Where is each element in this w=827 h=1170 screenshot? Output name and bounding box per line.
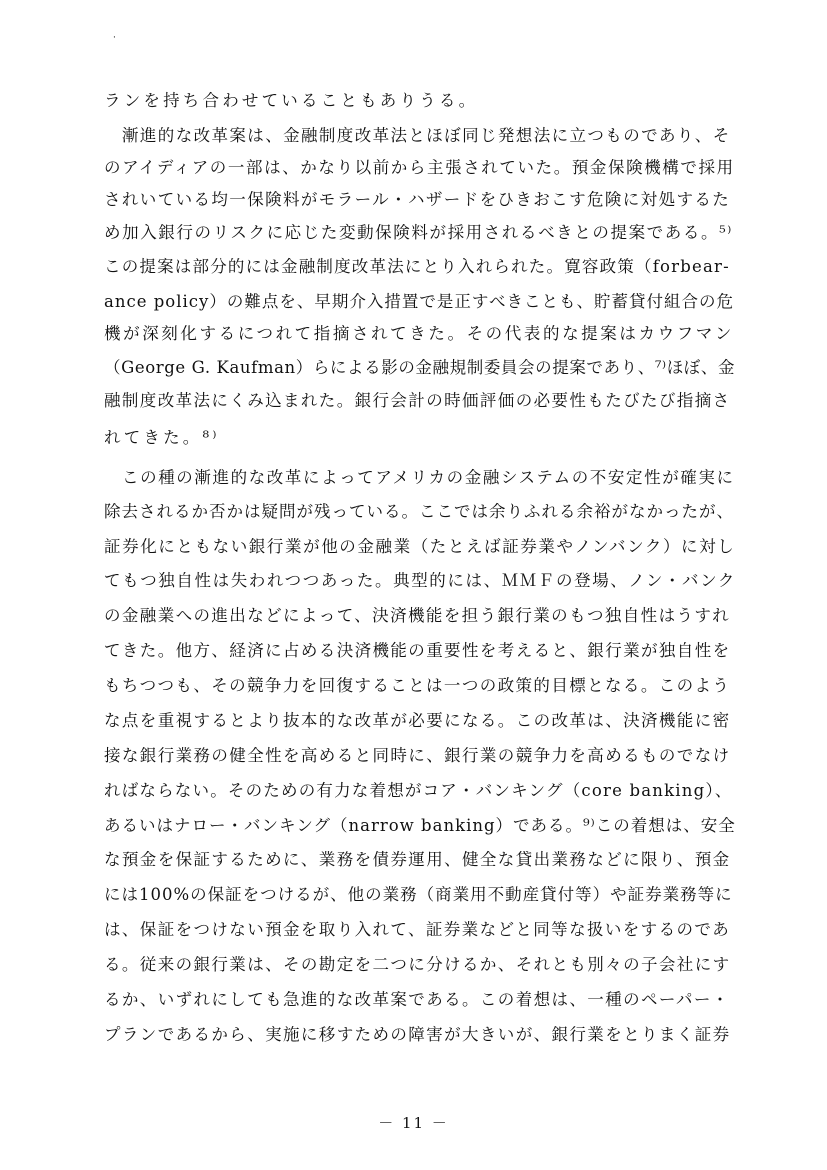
- body-text-line: 漸進的な改革案は、金融制度改革法とほぼ同じ発想法に立つものであり、そ: [122, 126, 731, 145]
- body-text-line: な点を重視するとより抜本的な改革が必要になる。この改革は、決済機能に密: [104, 711, 731, 730]
- body-text-line: ランを持ち合わせていることもありうる。: [104, 91, 479, 110]
- body-text-line: るか、いずれにしても急進的な改革案である。この着想は、一種のペーパー・: [104, 990, 730, 1009]
- body-text-line: もちつつも、その競争力を回復することは一つの政策的目標となる。このよう: [104, 676, 731, 695]
- body-text-line: されいている均一保険料がモラール・ハザードをひきおこす危険に対処するた: [104, 190, 731, 209]
- page-number: － 11 －: [378, 1114, 449, 1132]
- body-text-line: な預金を保証するために、業務を債券運用、健全な貸出業務などに限り、預金: [104, 850, 731, 869]
- body-text-line: この提案は部分的には金融制度改革法にとり入れられた。寛容政策（forbear-: [104, 257, 730, 276]
- body-text-line: 除去されるか否かは疑問が残っている。ここでは余りふれる余裕がなかったが、: [104, 502, 734, 521]
- body-text-line: は、保証をつけない預金を取り入れて、証券業などと同等な扱いをするのであ: [104, 920, 731, 939]
- body-text-line: る。従来の銀行業は、その勘定を二つに分けるか、それとも別々の子会社にす: [104, 955, 731, 974]
- body-text-line: 接な銀行業務の健全性を高めると同時に、銀行業の競争力を高めるものでなけ: [104, 746, 731, 765]
- body-text-line: ance policy）の難点を、早期介入措置で是正すべきことも、貯蓄貸付組合の危: [104, 292, 734, 311]
- body-text-line: 証券化にともない銀行業が他の金融業（たとえば証券業やノンバンク）に対し: [104, 537, 736, 556]
- body-text-line: 融制度改革法にくみ込まれた。銀行会計の時価評価の必要性もたびたび指摘さ: [104, 391, 731, 410]
- scan-speck: ·: [113, 33, 116, 43]
- body-text-line: この種の漸進的な改革によってアメリカの金融システムの不安定性が確実に: [122, 468, 735, 487]
- body-text-line: ればならない。そのための有力な着想がコア・バンキング（core banking）、: [104, 781, 733, 800]
- body-text-line: てきた。他方、経済に占める決済機能の重要性を考えると、銀行業が独自性を: [104, 641, 731, 660]
- body-text-line: あるいはナロー・バンキング（narrow banking）である。⁹⁾この着想は、安全: [104, 816, 736, 835]
- body-text-line: （George G. Kaufman）らによる影の金融規制委員会の提案であり、⁷⁾ほぼ、金: [104, 358, 736, 377]
- body-text-line: には100%の保証をつけるが、他の業務（商業用不動産貸付等）や証券業務等に: [104, 885, 733, 904]
- body-text-line: め加入銀行のリスクに応じた変動保険料が採用されるべきとの提案である。⁵⁾: [104, 223, 733, 242]
- body-text-line: のアイディアの一部は、かなり以前から主張されていた。預金保険機構で採用: [104, 158, 735, 177]
- body-text-line: てもつ独自性は失われつつあった。典型的には、ＭＭＦの登場、ノン・バンク: [104, 571, 737, 590]
- body-text-line: れてきた。⁸⁾: [104, 428, 220, 447]
- body-text-line: 機が深刻化するにつれて指摘されてきた。その代表的な提案はカウフマン: [104, 324, 734, 343]
- body-text-line: の金融業への進出などによって、決済機能を担う銀行業のもつ独自性はうすれ: [104, 606, 731, 625]
- body-text-line: プランであるから、実施に移すための障害が大きいが、銀行業をとりまく証券: [104, 1025, 731, 1044]
